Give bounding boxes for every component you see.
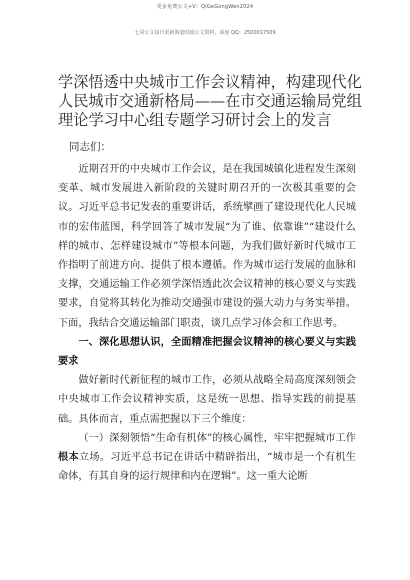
title-line-3: 理论学习中心组专题学习研讨会上的发言 — [58, 111, 332, 129]
subpoint-1-text-start: （一）深刻领悟“生命有机体”的核心属性，牢牢把握城市工作 — [78, 432, 356, 444]
paragraph-section-1-intro: 做好新时代新征程的城市工作，必须从战略全局高度深刻领会中央城市工作会议精神实质，这是统一思想、指导实践的前提基础。具体而言，重点需把握以下三个维度： — [58, 375, 356, 425]
document-body — [58, 160, 356, 486]
paragraph-subpoint-1 — [58, 429, 356, 487]
title-line-1: 学深悟透中央城市工作会议精神，构建现代化 — [58, 73, 362, 91]
subpoint-1-emphasis: 根本 — [58, 451, 79, 464]
salutation: 同志们： — [69, 141, 111, 153]
top-banner: 更多免费公文+V：QiGeGongWen2024 — [156, 4, 254, 10]
section-heading-1: 一、深化思想认识，全面精准把握会议精神的核心要义与实践要求 — [58, 336, 356, 368]
sub-banner: 七哥公文每日更新海量时政公文资料，添加 QQ：2500017509 — [134, 30, 276, 36]
paragraph-intro: 近期召开的中央城市工作会议，是在我国城镇化进程发生深刻变革、城市发展进入新阶段的关键时期召开的一次极其重要的会议。习近平总书记发表的重要讲话，系统擘画了建设现代化人民城市的宏伟蓝图，科学回答了城市发展“为了谁、依靠谁”“建设什么样的城市、怎样建设城市”等根本问题，为我们做好新时代城市工作指明了前进方向、提供了根本遵循。作为城市运行发展的血脉和支撑，交通运输工作必须学深悟透此次会议精神的核心要义与实践要求，自觉将其转化为推动交通强市建设的强大动力与务实举措。下面，我结合交通运输部门职责，谈几点学习体会和工作思考。 — [58, 164, 356, 329]
document-title — [58, 73, 363, 130]
title-line-2: 人民城市交通新格局——在市交通运输局党组 — [58, 92, 362, 110]
subpoint-1-text-end: 立场。习近平总书记在讲话中精辟指出，“城市是一个有机生命体，有其自身的运行规律和内在逻辑”。这一重大论断 — [58, 452, 356, 483]
